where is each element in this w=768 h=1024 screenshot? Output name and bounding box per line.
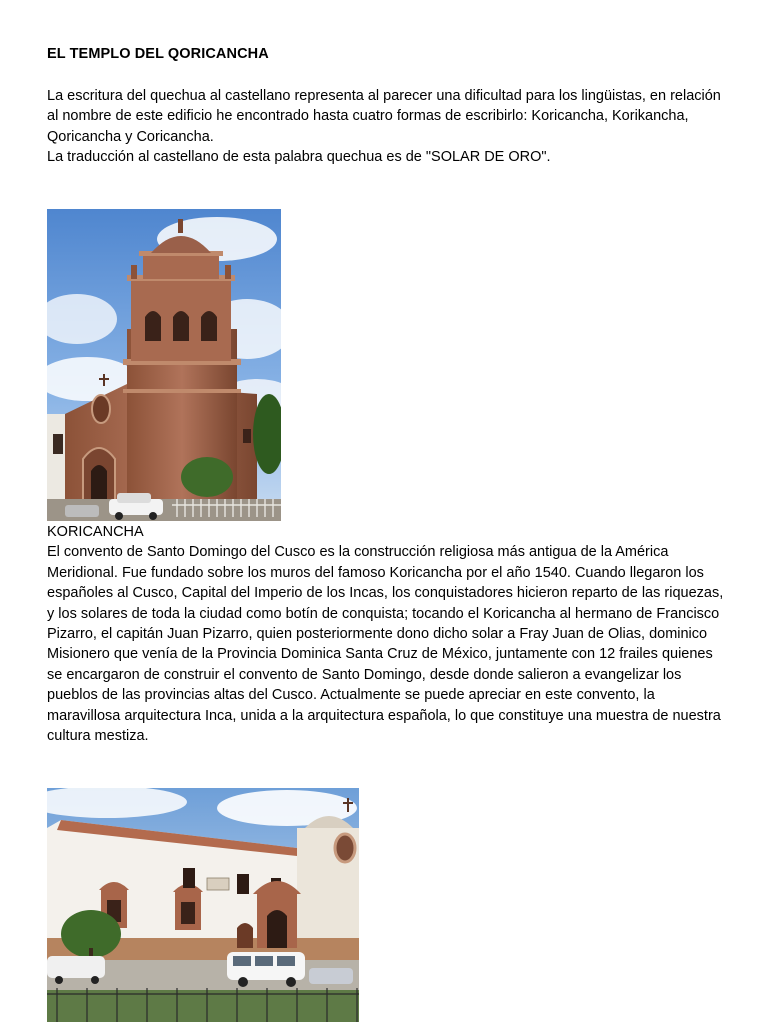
intro-text-line-1: La escritura del quechua al castellano representa al parecer una dificultad para los lingüistas, en relación al nombre de este edificio he encontrado hasta cuatro formas de escribirlo: Koricancha, Korikancha, Qoricancha y Coricancha. <box>47 88 721 145</box>
church-tower-photo <box>47 209 281 521</box>
koricancha-section <box>47 522 727 746</box>
document-title: EL TEMPLO DEL QORICANCHA <box>47 46 269 62</box>
photo-caption: KORICANCHA <box>47 524 144 540</box>
church-tower-illustration <box>47 209 281 521</box>
convent-facade-photo <box>47 788 359 1022</box>
intro-text-line-2: La traducción al castellano de esta palabra quechua es de "SOLAR DE ORO". <box>47 149 551 166</box>
intro-paragraph <box>47 86 727 168</box>
convent-facade-illustration <box>47 788 359 1022</box>
koricancha-body-text: El convento de Santo Domingo del Cusco es la construcción religiosa más antigua de la América Meridional. Fue fundado sobre los muros del famoso Koricancha por el año 1540. Cuando llegaron los españoles al Cusco, Capital del Imperio de los Incas, los conquistadores hicieron reparto de las riquezas, y los solares de toda la ciudad como botín de conquista; tocando el Koricancha al hermano de Francisco Pizarro, el capitán Juan Pizarro, quien posteriormente dono dicho solar a Fray Juan de Olias, dominico Misionero que venía de la Provincia Dominica Santa Cruz de México, juntamente con 12 frailes quienes se encargaron de construir el convento de Santo Domingo, desde donde salieron a evangelizar los pueblos de las provincias altas del Cusco. Actualmente se puede apreciar en este convento, la maravillosa arquitectura Inca, unida a la arquitectura española, lo que constituye una muestra de nuestra cultura mestiza. <box>47 544 724 745</box>
